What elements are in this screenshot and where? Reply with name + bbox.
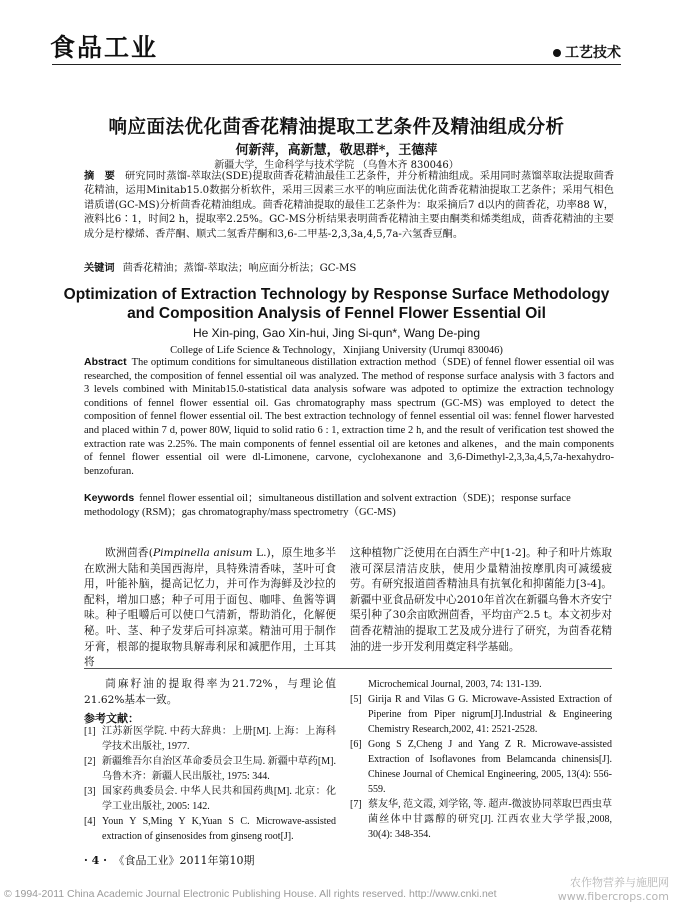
cn-title: 响应面法优化茴香花精油提取工艺条件及精油组成分析 xyxy=(108,117,565,138)
reference-text: 江苏新医学院. 中药大辞典：上册[M]. 上海：上海科学技术出版社, 1977. xyxy=(102,726,336,752)
bullet-icon xyxy=(553,49,561,57)
latin-name: Pimpinella anisum xyxy=(152,547,253,559)
section-text: 工艺技术 xyxy=(565,45,621,61)
cn-affiliation: 新疆大学，生命科学与技术学院 （乌鲁木齐 830046） xyxy=(214,160,459,171)
en-keywords xyxy=(84,492,614,519)
reference-item xyxy=(350,797,612,842)
copyright-notice: © 1994-2011 China Academic Journal Electronic Publishing House. All rights reserved. http://www.cnki.net xyxy=(4,888,497,900)
intro-left-column xyxy=(84,546,336,671)
reference-text: Girija R and Vilas G G. Microwave-Assisted Extraction of Piperine from Piper nigrum[J].Industrial & Engineering Chemistry Research,2002, 41: 2521-2528. xyxy=(368,694,612,735)
cn-abstract-label: 摘 要 xyxy=(84,171,116,182)
reference-text: 国家药典委员会. 中华人民共和国药典[M]. 北京：化学工业出版社, 2005: 142. xyxy=(102,786,336,812)
reference-number: [7] xyxy=(350,799,362,810)
journal-issue: 《食品工业》2011年第10期 xyxy=(118,854,255,867)
watermark-line2: www.fibercrops.com xyxy=(557,890,669,903)
watermark xyxy=(558,876,669,904)
section-label xyxy=(553,42,621,62)
en-keywords-label: Keywords xyxy=(84,492,135,504)
reference-item xyxy=(350,737,612,797)
reference-item xyxy=(84,724,336,754)
references-heading: 参考文献： xyxy=(84,712,139,725)
reference-text: 新疆维吾尔自治区革命委员会卫生局. 新疆中草药[M]. 乌鲁木齐：新疆人民出版社, 1975: 344. xyxy=(102,756,336,782)
en-abstract-text: The optimum conditions for simultaneous distillation extraction method（SDE) of fennel flower essential oil was researched, the composition of fennel essential oil was analyzed. The method of response surface analysis with 3 factors and 3 levels combined with Minitab15.0-statistical data analysis sofware was adpoted to optimize the extraction technology conditions of fennel flower essential oil. Gas chromatography mass spectrum (GC-MS) was employed to detect the composition of fennel flower essential oil. The best extraction technology of fennel essential oil was: fennel flower harvested and placed within 7 d, power 80W, liquid to solid ratio 6 : 1, extraction time 2 h, and the result of verification test showed the extraction rate was 2.25%. The main components of fennel essential oil are ketones and alkenes，and the main components of fennel flower essential oil were dl-Limonene, carvone, cyclohexanone and 3,6-Dimethyl-2,3,3a,4,5,7a-hexahydro-benzofuran. xyxy=(84,357,614,477)
page-number: · 4 · xyxy=(84,854,107,867)
en-abstract-label: Abstract xyxy=(84,356,127,368)
reference-number: [6] xyxy=(350,739,362,750)
reference-text: Microchemical Journal, 2003, 74: 131-139. xyxy=(368,679,542,690)
en-authors: He Xin-ping, Gao Xin-hui, Jing Si-qun*, Wang De-ping xyxy=(192,326,481,340)
reference-number: [1] xyxy=(84,726,96,737)
reference-item xyxy=(350,692,612,737)
cn-keywords-label: 关键词 xyxy=(84,263,115,274)
en-abstract xyxy=(84,356,614,478)
en-affiliation: College of Life Science & Technology，Xinjiang University (Urumqi 830046) xyxy=(170,345,503,356)
watermark-line1: 农作物营养与施肥网 xyxy=(570,876,669,889)
reference-number: [3] xyxy=(84,786,96,797)
cn-keywords-text: 茴香花精油；蒸馏-萃取法；响应面分析法；GC-MS xyxy=(122,263,357,274)
cn-abstract-text: 研究同时蒸馏-萃取法(SDE)提取茴香花精油最佳工艺条件，并分析精油组成。采用同时蒸馏萃取法提取茴香花精油，运用Minitab15.0数据分析软件，采用三因素三水平的响应面法优化茴香花精油提取工艺条件；采用气相色谱质谱(GC-MS)分析茴香花精油组成。茴香花精油提取的最佳工艺条件为：取采摘后7 d以内的茴香花，功率88 W，液料比6∶1，时间2 h，提取率2.25%。GC-MS分析结果表明茴香花精油主要由酮类和烯类组成，茴香花精油的主要成分是柠檬烯、香芹酮、顺式二氢香芹酮和3,6-二甲基-2,3,3a,4,5,7a-六氢香豆酮。 xyxy=(84,171,614,240)
result-tail-paragraph: 茼麻籽油的提取得率为21.72%，与理论值21.62%基本一致。 xyxy=(84,678,336,706)
reference-item xyxy=(84,814,336,844)
intro-right-column: 这种植物广泛使用在白酒生产中[1-2]。种子和叶片炼取液可深层清洁皮肤，使用少量精油按摩肌肉可减缓疲劳。有研究报道茴香精油具有抗氧化和抑菌能力[3-4]。新疆中亚食品研发中心2010年首次在新疆乌鲁木齐安宁渠引种了30余亩欧洲茴香，平均亩产2.5 t。本文初步对茴香花精油的提取工艺及成分进行了研究，为茴香花精油的进一步开发利用奠定科学基础。 xyxy=(350,547,612,653)
reference-number: [4] xyxy=(84,816,96,827)
references-left xyxy=(84,724,336,844)
references-right xyxy=(350,677,612,842)
intro-text: 欧洲茴香( xyxy=(105,547,153,559)
reference-item xyxy=(84,784,336,814)
cn-abstract xyxy=(84,170,614,242)
reference-number: [2] xyxy=(84,756,96,767)
journal-logo: 食品工业 xyxy=(50,33,159,62)
en-title: Optimization of Extraction Technology by Response Surface Methodology and Composition Analysis of Fennel Flower Essential Oil xyxy=(63,286,610,322)
cn-authors: 何新萍，高新慧，敬思群*，王德萍 xyxy=(235,143,438,158)
intro-text: L.)，原生地多半在欧洲大陆和美国西海岸，具特殊清香味，茎叶可食用，叶能补脑，提高记忆力，并可作为海鲜及沙拉的配料，增加口感；种子可用于面包、咖啡、鱼酱等调味。种子咀嚼后可以使口气清新，帮助消化，化解便秘。叶、茎、种子发芽后可抖凉菜。精油可用于制作牙膏，根部的提取物具解毒利尿和减肥作用，土耳其将 xyxy=(84,547,336,669)
reference-item xyxy=(84,754,336,784)
section-divider xyxy=(84,668,612,669)
cn-keywords xyxy=(84,259,614,274)
reference-text: Gong S Z,Cheng J and Yang Z R. Microwave-assisted Extraction of Isoflavones from Belamcanda chinensis[J]. Chinese Journal of Chemical Engineering, 2005, 13(4): 556-559. xyxy=(368,739,612,795)
header-rule xyxy=(52,64,621,65)
page-footer xyxy=(84,852,254,868)
reference-text: 蔡友华, 范文霞, 刘学铭, 等. 超声-微波协同萃取巴西虫草菌丝体中甘露醇的研究[J]. 江西农业大学学报,2008, 30(4): 348-354. xyxy=(368,799,612,840)
reference-text: Youn Y S,Ming Y K,Yuan S C. Microwave-assisted extraction of ginsenosides from ginseng root[J]. xyxy=(102,816,336,842)
reference-number: [5] xyxy=(350,694,362,705)
reference-continuation xyxy=(350,677,612,692)
en-keywords-text: fennel flower essential oil；simultaneous distillation and solvent extraction（SDE)；response surface methodology (RSM)；gas chromatography/mass spectrometry（GC-MS) xyxy=(84,493,571,518)
